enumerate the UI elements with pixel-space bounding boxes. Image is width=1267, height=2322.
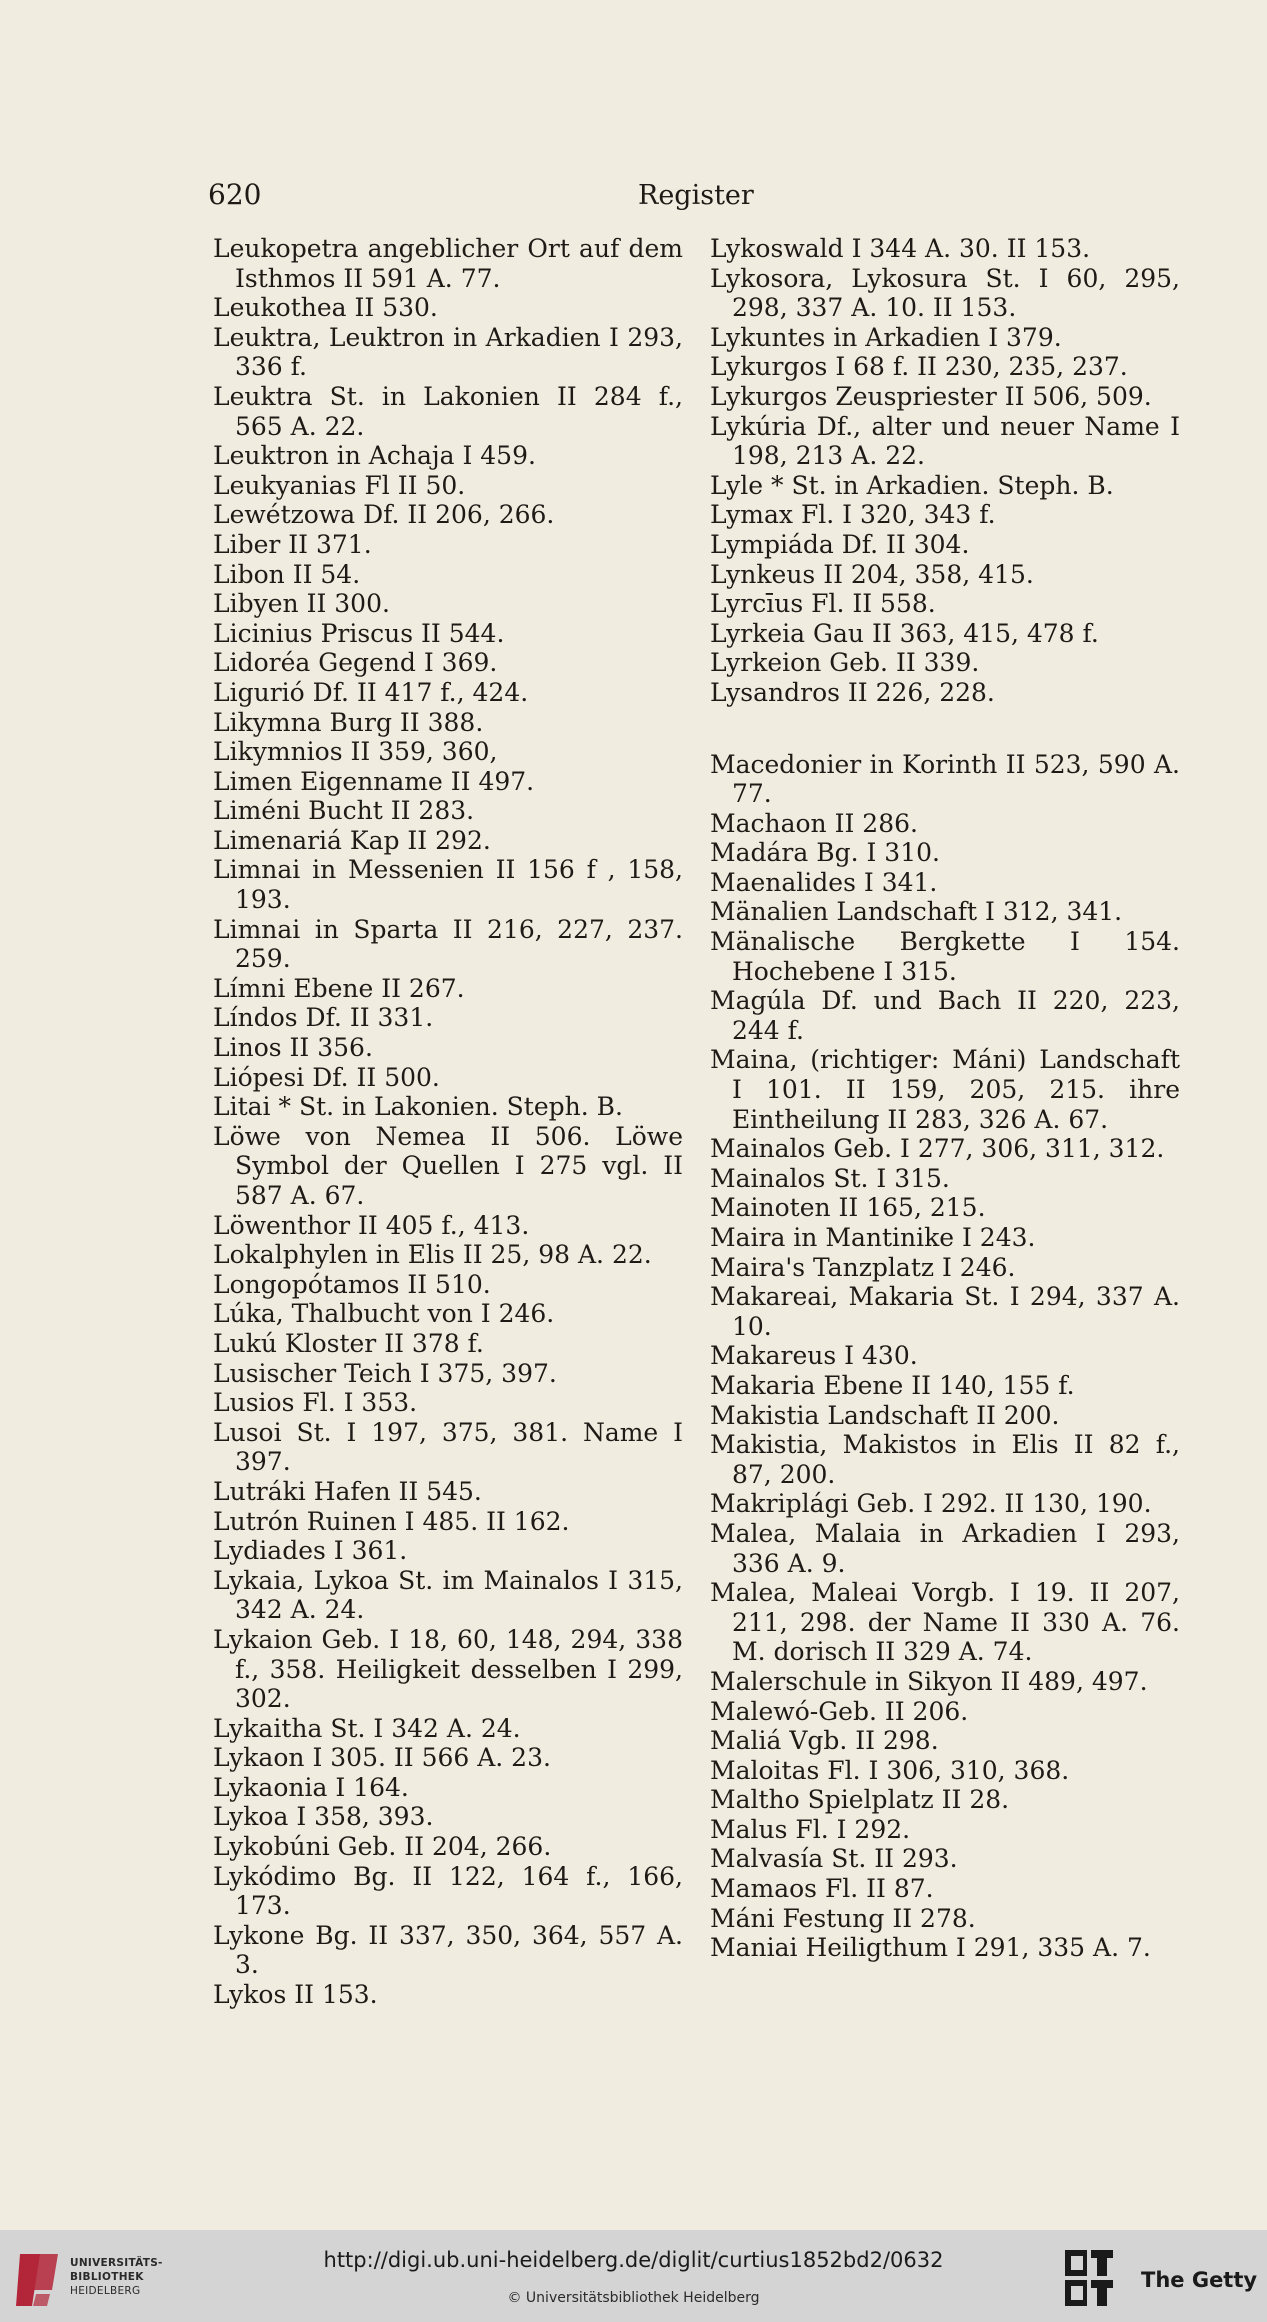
index-entry: Makareus I 430. <box>710 1341 918 1371</box>
index-entry: Lykos II 153. <box>213 1980 378 2010</box>
viewer-footer <box>0 2230 1267 2322</box>
index-entry: Limnai in Messenien II 156 f , 158, 193. <box>213 855 683 915</box>
index-entry: Lykúria Df., alter und neuer Name I 198, 213 A. 22. <box>710 411 1180 471</box>
index-entry: Makareai, Makaria St. I 294, 337 A. 10. <box>710 1282 1180 1341</box>
index-entry: Malerschule in Sikyon II 489, 497. <box>710 1666 1148 1696</box>
index-group-m <box>710 750 1180 1963</box>
index-entry: Lykone Bg. II 337, 350, 364, 557 A. 3. <box>213 1920 683 1980</box>
index-entry: Leukyanias Fl II 50. <box>213 470 466 500</box>
group-separator <box>710 708 1180 750</box>
index-entry: Mänalien Landschaft I 312, 341. <box>710 897 1123 927</box>
index-entry: Maloitas Fl. I 306, 310, 368. <box>710 1755 1070 1785</box>
index-entry: Limen Eigenname II 497. <box>213 766 535 796</box>
index-entry: Lykuntes in Arkadien I 379. <box>710 322 1062 352</box>
index-entry: Lidoréa Gegend I 369. <box>213 648 498 678</box>
index-entry: Löwe von Nemea II 506. Löwe Symbol der Quellen I 275 vgl. II 587 A. 67. <box>213 1121 683 1210</box>
index-entry: Máni Festung II 278. <box>710 1903 976 1933</box>
index-entry: Lykoa I 358, 393. <box>213 1802 434 1832</box>
index-entry: Maniai Heiligthum I 291, 335 A. 7. <box>710 1933 1151 1963</box>
index-entry: Lykurgos I 68 f. II 230, 235, 237. <box>710 352 1128 382</box>
index-entry: Lykaon I 305. II 566 A. 23. <box>213 1743 551 1773</box>
index-entry: Lykobúni Geb. II 204, 266. <box>213 1832 552 1862</box>
index-entry: Lykaion Geb. I 18, 60, 148, 294, 338 f., 358. Heiligkeit desselben I 299, 302. <box>213 1624 683 1714</box>
index-entry: Linos II 356. <box>213 1033 373 1063</box>
index-group-l <box>710 234 1180 708</box>
index-entry: Límni Ebene II 267. <box>213 973 465 1003</box>
index-entry: Libyen II 300. <box>213 589 390 619</box>
index-entry: Líndos Df. II 331. <box>213 1003 434 1033</box>
running-head: Register <box>638 180 754 211</box>
index-entry: Maliá Vgb. II 298. <box>710 1726 939 1756</box>
index-entry: Lykosora, Lykosura St. I 60, 295, 298, 337 A. 10. II 153. <box>710 263 1180 323</box>
index-entry: Lutrón Ruinen I 485. II 162. <box>213 1506 570 1536</box>
library-line-1: UNIVERSITÄTS- <box>70 2257 163 2269</box>
index-entry: Likymna Burg II 388. <box>213 707 484 737</box>
index-entry: Lykurgos Zeuspriester II 506, 509. <box>710 381 1152 411</box>
index-entry: Lokalphylen in Elis II 25, 98 A. 22. <box>213 1240 652 1270</box>
index-entry: Longopótamos II 510. <box>213 1269 491 1299</box>
index-entry: Lykaonia I 164. <box>213 1772 409 1802</box>
index-entry: Mainalos Geb. I 277, 306, 311, 312. <box>710 1134 1165 1164</box>
index-entry: Lykaia, Lykoa St. im Mainalos I 315, 342 A. 24. <box>213 1565 683 1625</box>
index-entry: Likymnios II 359, 360, <box>213 737 498 767</box>
index-entry: Limnai in Sparta II 216, 227, 237. 259. <box>213 914 683 974</box>
index-entry: Liópesi Df. II 500. <box>213 1062 440 1092</box>
index-entry: Lyrkeia Gau II 363, 415, 478 f. <box>710 618 1099 648</box>
index-entry: Lusios Fl. I 353. <box>213 1388 418 1418</box>
index-entry: Lusoi St. I 197, 375, 381. Name I 397. <box>213 1417 683 1477</box>
index-entry: Liméni Bucht II 283. <box>213 796 475 826</box>
index-entry: Ligurió Df. II 417 f., 424. <box>213 677 529 707</box>
index-entry: Mainalos St. I 315. <box>710 1163 950 1193</box>
index-entry: Leuktra, Leuktron in Arkadien I 293, 336 f. <box>213 322 683 382</box>
index-entry: Lyrkeion Geb. II 339. <box>710 648 980 678</box>
index-column-right <box>710 234 1180 1963</box>
page-header <box>208 178 1168 218</box>
getty-emblem-icon <box>1063 2248 1117 2310</box>
library-line-2: BIBLIOTHEK <box>70 2271 144 2283</box>
getty-name: The Getty <box>1141 2268 1258 2292</box>
library-line-3: HEIDELBERG <box>70 2285 141 2297</box>
index-entry: Macedonier in Korinth II 523, 590 A. 77. <box>710 749 1180 809</box>
index-entry: Mamaos Fl. II 87. <box>710 1874 934 1904</box>
copyright-notice: © Universitätsbibliothek Heidelberg <box>507 2290 760 2306</box>
index-entry: Malvasía St. II 293. <box>710 1844 958 1874</box>
index-entry: Makistia, Makistos in Elis II 82 f., 87, 200. <box>710 1430 1180 1489</box>
index-entry: Mänalische Bergkette I 154. Hochebene I 315. <box>710 927 1180 986</box>
index-entry: Maltho Spielplatz II 28. <box>710 1785 1010 1815</box>
index-entry: Lykódimo Bg. II 122, 164 f., 166, 173. <box>213 1861 683 1921</box>
index-column-left <box>213 234 683 2010</box>
getty-logo[interactable] <box>1063 2248 1263 2310</box>
index-entry: Liber II 371. <box>213 529 372 559</box>
index-entry: Licinius Priscus II 544. <box>213 618 505 648</box>
index-entry: Madára Bg. I 310. <box>710 838 940 868</box>
index-entry: Leukothea II 530. <box>213 293 438 323</box>
index-entry: Lúka, Thalbucht von I 246. <box>213 1299 555 1329</box>
index-entry: Makistia Landschaft II 200. <box>710 1400 1060 1430</box>
index-entry: Makriplági Geb. I 292. II 130, 190. <box>710 1489 1152 1519</box>
index-entry: Libon II 54. <box>213 559 361 589</box>
index-entry: Limenariá Kap II 292. <box>213 825 491 855</box>
index-entry: Lukú Kloster II 378 f. <box>213 1328 484 1358</box>
index-entry: Lykaitha St. I 342 A. 24. <box>213 1713 521 1743</box>
index-entry: Lymax Fl. I 320, 343 f. <box>710 500 996 530</box>
index-entry: Mainoten II 165, 215. <box>710 1193 986 1223</box>
index-entry: Lyle * St. in Arkadien. Steph. B. <box>710 470 1114 500</box>
index-entry: Lyrcīus Fl. II 558. <box>710 589 936 619</box>
index-entry: Machaon II 286. <box>710 808 918 838</box>
index-entry: Malus Fl. I 292. <box>710 1814 911 1844</box>
index-entry: Leuktron in Achaja I 459. <box>213 441 536 471</box>
index-entry: Malea, Maleai Vorgb. I 19. II 207, 211, 298. der Name II 330 A. 76. M. dorisch II 329 A. 74. <box>710 1578 1180 1667</box>
page-number: 620 <box>208 178 262 211</box>
index-entry: Lydiades I 361. <box>213 1536 408 1566</box>
index-entry: Lympiáda Df. II 304. <box>710 529 970 559</box>
index-entry: Leukopetra angeblicher Ort auf dem Isthmos II 591 A. 77. <box>213 234 683 293</box>
index-entry: Litai * St. in Lakonien. Steph. B. <box>213 1092 623 1122</box>
index-entry: Maira's Tanzplatz I 246. <box>710 1252 1016 1282</box>
index-entry: Lykoswald I 344 A. 30. II 153. <box>710 234 1091 263</box>
index-entry: Lutráki Hafen II 545. <box>213 1476 482 1506</box>
permalink-url[interactable]: http://digi.ub.uni-heidelberg.de/diglit/curtius1852bd2/0632 <box>323 2248 944 2272</box>
index-entry: Maina, (richtiger: Máni) Landschaft I 101. II 159, 205, 215. ihre Eintheilung II 283, 326 A. 67. <box>710 1045 1180 1134</box>
index-entry: Löwenthor II 405 f., 413. <box>213 1210 530 1240</box>
index-entry: Lusischer Teich I 375, 397. <box>213 1358 557 1388</box>
index-entry: Magúla Df. und Bach II 220, 223, 244 f. <box>710 986 1180 1045</box>
index-entry: Malea, Malaia in Arkadien I 293, 336 A. 9. <box>710 1518 1180 1578</box>
index-entry: Maenalides I 341. <box>710 867 938 897</box>
index-entry: Lysandros II 226, 228. <box>710 677 995 707</box>
index-entry: Lynkeus II 204, 358, 415. <box>710 559 1034 589</box>
index-entry: Makaria Ebene II 140, 155 f. <box>710 1370 1075 1400</box>
index-entry: Maira in Mantinike I 243. <box>710 1223 1036 1252</box>
index-entry: Leuktra St. in Lakonien II 284 f., 565 A. 22. <box>213 381 683 441</box>
index-entry: Lewétzowa Df. II 206, 266. <box>213 500 555 530</box>
index-entry: Malewó-Geb. II 206. <box>710 1696 969 1726</box>
